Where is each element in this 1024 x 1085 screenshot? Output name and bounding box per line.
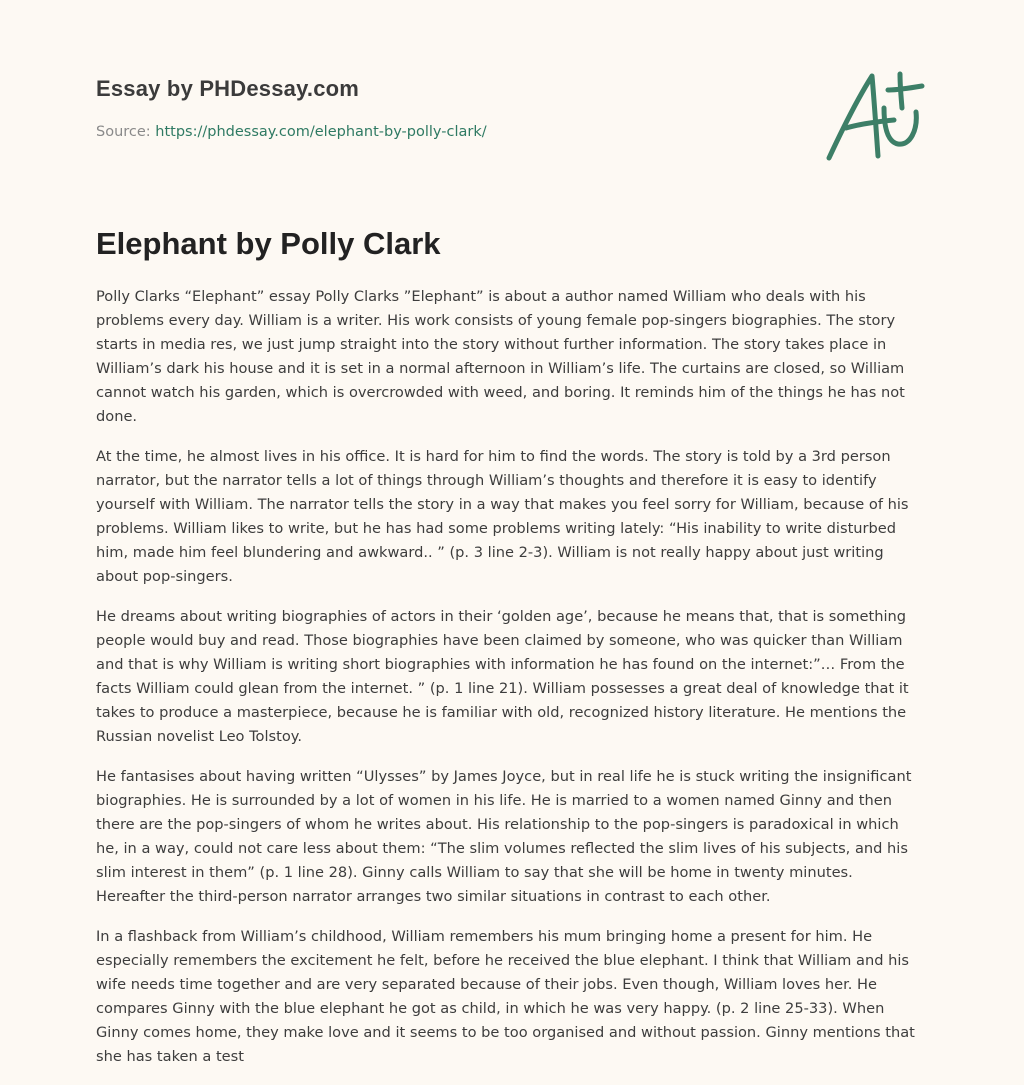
site-brand: Essay by PHDessay.com <box>96 76 360 101</box>
a-plus-grade-logo-icon <box>824 68 926 164</box>
essay-paragraph: At the time, he almost lives in his office. It is hard for him to find the words. The story is told by a 3rd person narrator, but the narrator tells a lot of things through William’s thoughts and therefore it is easy to identify yourself with William. The narrator tells the story in a way that makes you feel sorry for William, because of his problems. William likes to write, but he has had some problems writing lately: “His inability to write disturbed him, made him feel blundering and awkward.. ” (p. 3 line 2-3). William is not really happy about just writing about pop-singers. <box>96 448 909 585</box>
source-label: Source: <box>96 124 151 140</box>
essay-paragraph: He dreams about writing biographies of actors in their ‘golden age’, because he means that, that is something people would buy and read. Those biographies have been claimed by someone, who was quicker than William and that is why William is writing short biographies with information he has found on the internet:”… From the facts William could glean from the internet. ” (p. 1 line 21). William possesses a great deal of knowledge that it takes to produce a masterpiece, because he is familiar with old, recognized history literature. He mentions the Russian novelist Leo Tolstoy. <box>96 608 909 745</box>
essay-page <box>96 0 924 1065</box>
source-line <box>96 124 487 140</box>
essay-body <box>96 285 922 1085</box>
essay-paragraph: Polly Clarks “Elephant” essay Polly Clarks ”Elephant” is about a author named William who deals with his problems every day. William is a writer. His work consists of young female pop-singers biographies. The story starts in media res, we just jump straight into the story without further information. The story takes place in William’s dark his house and it is set in a normal afternoon in William’s life. The curtains are closed, so William cannot watch his garden, which is overcrowded with weed, and boring. It reminds him of the things he has not done. <box>96 288 905 425</box>
essay-paragraph: He fantasises about having written “Ulysses” by James Joyce, but in real life he is stuck writing the insignificant biographies. He is surrounded by a lot of women in his life. He is married to a women named Ginny and then there are the pop-singers of whom he writes about. His relationship to the pop-singers is paradoxical in which he, in a way, could not care less about them: “The slim volumes reflected the slim lives of his subjects, and his slim interest in them” (p. 1 line 28). Ginny calls William to say that she will be home in twenty minutes. Hereafter the third-person narrator arranges two similar situations in contrast to each other. <box>96 768 912 905</box>
essay-paragraph: In a flashback from William’s childhood, William remembers his mum bringing home a present for him. He especially remembers the excitement he felt, before he received the blue elephant. I think that William and his wife needs time together and are very separated because of their jobs. Even though, William loves her. He compares Ginny with the blue elephant he got as child, in which he was very happy. (p. 2 line 25-33). When Ginny comes home, they make love and it seems to be too organised and without passion. Ginny mentions that she has taken a test <box>96 928 915 1065</box>
source-link[interactable]: https://phdessay.com/elephant-by-polly-clark/ <box>155 124 487 140</box>
essay-title: Elephant by Polly Clark <box>96 226 441 261</box>
page-header <box>96 0 924 200</box>
